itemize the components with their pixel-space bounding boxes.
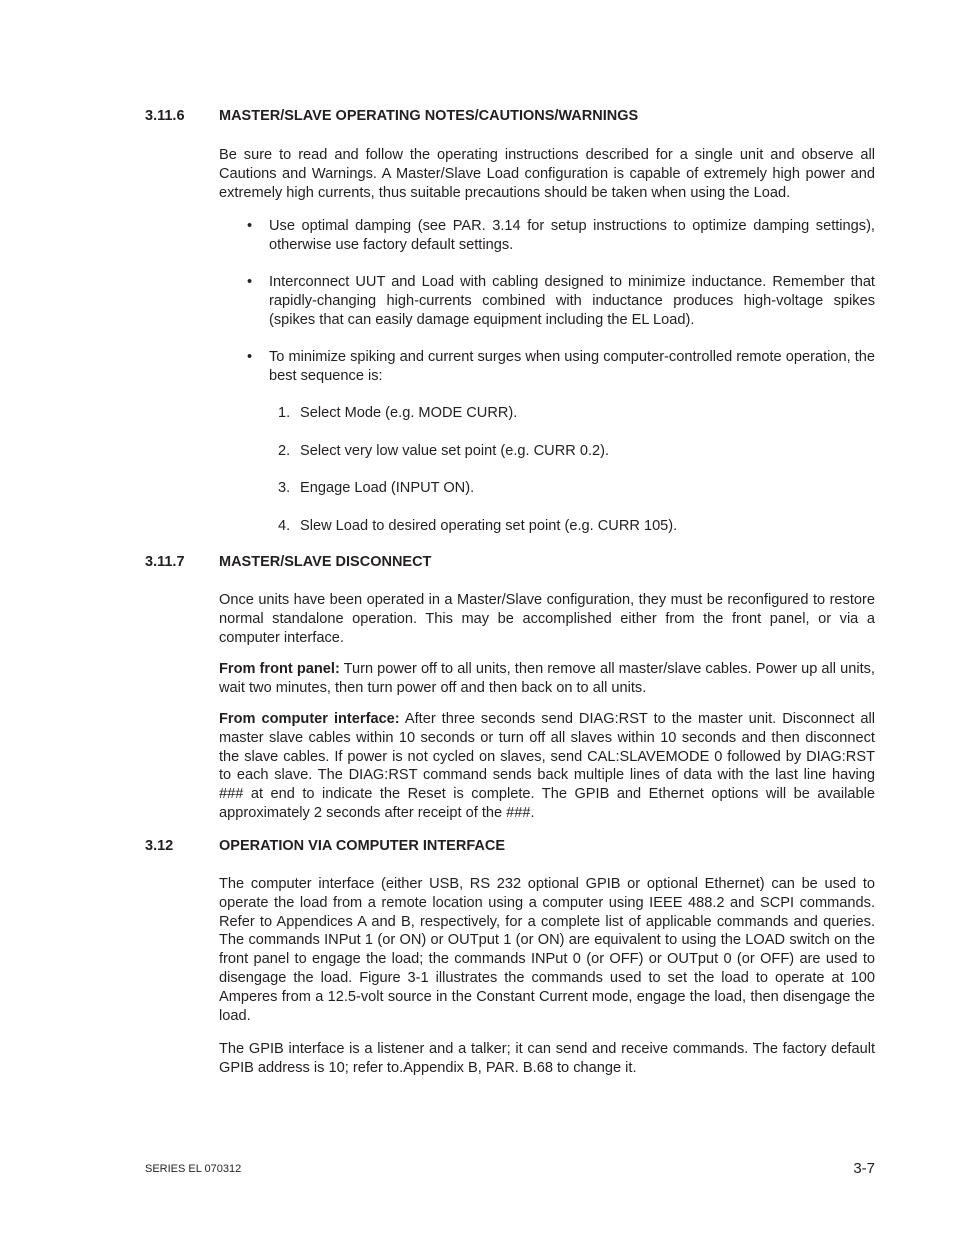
section-number: 3.12 xyxy=(145,838,174,854)
front-panel-label: From front panel: xyxy=(219,661,340,677)
footer-series: SERIES EL 070312 xyxy=(145,1163,242,1175)
page-number: 3-7 xyxy=(853,1160,875,1177)
computer-interface-paragraph xyxy=(219,710,875,823)
step-text: Select Mode (e.g. MODE CURR). xyxy=(300,405,518,421)
computer-interface-text: After three seconds send DIAG:RST to the master unit. Disconnect all master slave cables within 10 seconds or turn off all slaves within 10 seconds and then disconnect the slave cables. If power is not cycled on slaves, send CAL:SLAVEMODE 0 followed by DIAG:RST to each slave. The DIAG:RST command sends back multiple lines of data with the last line having ### at end to indicate the Reset is complete. The GPIB and Ethernet options will be available approximately 2 seconds after receipt of the ###. xyxy=(219,711,875,821)
section-title: OPERATION VIA COMPUTER INTERFACE xyxy=(219,838,505,854)
step-text: Select very low value set point (e.g. CURR 0.2). xyxy=(300,443,610,459)
bullet-item xyxy=(219,348,875,386)
sequence-step xyxy=(278,404,517,423)
section-heading-3-11-6 xyxy=(145,108,638,124)
section-number: 3.11.7 xyxy=(145,554,185,570)
section-heading-3-12 xyxy=(145,838,505,854)
step-number: 3. xyxy=(278,480,291,496)
intro-paragraph: Be sure to read and follow the operating instructions described for a single unit and observe all Cautions and Warnings. A Master/Slave Load configuration is capable of extremely high power and extremely high currents, thus suitable precautions should be taken when using the Load. xyxy=(219,147,875,201)
step-text: Slew Load to desired operating set point (e.g. CURR 105). xyxy=(300,518,678,534)
section-heading-3-11-7 xyxy=(145,554,431,570)
bullet-symbol: • xyxy=(247,349,253,365)
gpib-paragraph: The GPIB interface is a listener and a talker; it can send and receive commands. The factory default GPIB address is 10; refer to.Appendix B, PAR. B.68 to change it. xyxy=(219,1041,875,1076)
bullet-item xyxy=(219,273,875,329)
computer-interface-overview: The computer interface (either USB, RS 232 optional GPIB or optional Ethernet) can be used to operate the load from a remote location using a computer using IEEE 488.2 and SCPI commands. Refer to Appendices A and B, respectively, for a complete list of applicable commands and queries. The commands INPut 1 (or ON) or OUTput 1 (or ON) are equivalent to using the LOAD switch on the front panel to engage the load; the commands INPut 0 (or OFF) or OUTput 0 (or OFF) are used to disengage the load. Figure 3-1 illustrates the commands used to set the load to operate at 100 Amperes from a 12.5-volt source in the Constant Current mode, engage the load, then disengage the load. xyxy=(219,876,875,1024)
section-number: 3.11.6 xyxy=(145,108,185,124)
step-number: 4. xyxy=(278,518,291,534)
step-number: 2. xyxy=(278,443,291,459)
bullet-item xyxy=(219,217,875,255)
bullet-text: To minimize spiking and current surges when using computer-controlled remote operation, the best sequence is: xyxy=(269,349,875,384)
section-title: MASTER/SLAVE DISCONNECT xyxy=(219,554,432,570)
bullet-symbol: • xyxy=(247,274,253,290)
front-panel-paragraph xyxy=(219,660,875,698)
disconnect-intro: Once units have been operated in a Master/Slave configuration, they must be reconfigured to restore normal standalone operation. This may be accomplished either from the front panel, or via a computer interface. xyxy=(219,592,875,646)
sequence-step xyxy=(278,517,677,536)
sequence-step xyxy=(278,479,474,498)
step-number: 1. xyxy=(278,405,291,421)
computer-interface-label: From computer interface: xyxy=(219,711,400,727)
sequence-step xyxy=(278,442,609,461)
section-title: MASTER/SLAVE OPERATING NOTES/CAUTIONS/WARNINGS xyxy=(219,108,639,124)
bullet-text: Interconnect UUT and Load with cabling designed to minimize inductance. Remember that rapidly-changing high-currents combined with inductance produces high-voltage spikes (spikes that can easily damage equipment including the EL Load). xyxy=(269,274,875,328)
step-text: Engage Load (INPUT ON). xyxy=(300,480,475,496)
front-panel-text: Turn power off to all units, then remove all master/slave cables. Power up all units, wait two minutes, then turn power off and then back on to all units. xyxy=(219,661,875,696)
bullet-text: Use optimal damping (see PAR. 3.14 for setup instructions to optimize damping settings), otherwise use factory default settings. xyxy=(269,218,875,253)
bullet-symbol: • xyxy=(247,218,253,234)
